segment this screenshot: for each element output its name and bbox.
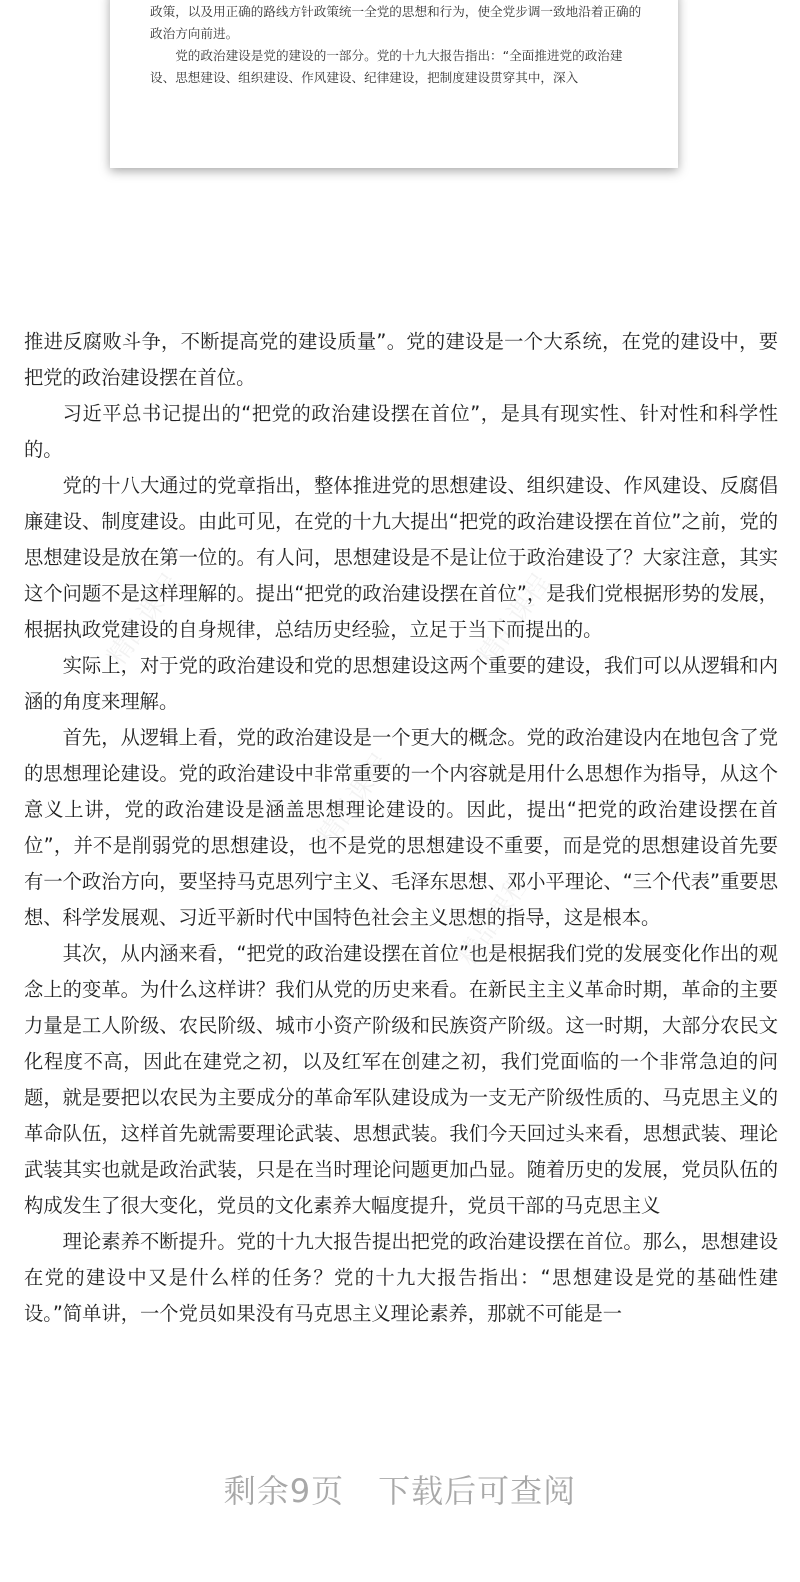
body-paragraph: 首先，从逻辑上看，党的政治建设是一个更大的概念。党的政治建设内在地包含了党的思想理论建设。党的政治建设中非常重要的一个内容就是用什么思想作为指导，从这个意义上讲，党的政治建设是涵盖思想理论建设的。因此，提出“把党的政治建设摆在首位”，并不是削弱党的思想建设，也不是党的思想建设不重要，而是党的思想建设首先要有一个政治方向，要坚持马克思列宁主义、毛泽东思想、邓小平理论、“三个代表”重要思想、科学发展观、习近平新时代中国特色社会主义思想的指导，这是根本。 xyxy=(24,726,778,929)
watermark: 精品课程 xyxy=(451,868,537,972)
preview-page-card xyxy=(110,0,678,168)
download-to-view-link[interactable]: 下载后可查阅 xyxy=(378,1472,577,1510)
card-paragraph: 党的政治建设是党的建设的一部分。党的十九大报告指出：“全面推进党的政治建设、思想建设、组织建设、作风建设、纪律建设，把制度建设贯穿其中，深入 xyxy=(150,48,623,85)
card-paragraph: 政策，以及用正确的路线方针政策统一全党的思想和行为，使全党步调一致地沿着正确的政治方向前进。 xyxy=(150,4,642,41)
body-paragraph: 习近平总书记提出的“把党的政治建设摆在首位”，是具有现实性、针对性和科学性的。 xyxy=(24,402,778,461)
body-paragraph: 推进反腐败斗争，不断提高党的建设质量”。党的建设是一个大系统，在党的建设中，要把党的政治建设摆在首位。 xyxy=(24,330,778,389)
watermark: 精品课程 xyxy=(101,568,187,672)
body-paragraph: 实际上，对于党的政治建设和党的思想建设这两个重要的建设，我们可以从逻辑和内涵的角度来理解。 xyxy=(24,654,778,713)
document-body xyxy=(24,324,778,1332)
body-paragraph: 其次，从内涵来看，“把党的政治建设摆在首位”也是根据我们党的发展变化作出的观念上的变革。为什么这样讲？我们从党的历史来看。在新民主主义革命时期，革命的主要力量是工人阶级、农民阶级、城市小资产阶级和民族资产阶级。这一时期，大部分农民文化程度不高，因此在建党之初，以及红军在创建之初，我们党面临的一个非常急迫的问题，就是要把以农民为主要成分的革命军队建设成为一支无产阶级性质的、马克思主义的革命队伍，这样首先就需要理论武装、思想武装。我们今天回过头来看，思想武装、理论武装其实也就是政治武装，只是在当时理论问题更加凸显。随着历史的发展，党员队伍的构成发生了很大变化，党员的文化素养大幅度提升，党员干部的马克思主义 xyxy=(24,942,778,1217)
body-paragraph: 党的十八大通过的党章指出，整体推进党的思想建设、组织建设、作风建设、反腐倡廉建设、制度建设。由此可见，在党的十九大提出“把党的政治建设摆在首位”之前，党的思想建设是放在第一位的。有人问，思想建设是不是让位于政治建设了？大家注意，其实这个问题不是这样理解的。提出“把党的政治建设摆在首位”，是我们党根据形势的发展，根据执政党建设的自身规律，总结历史经验，立足于当下而提出的。 xyxy=(24,474,778,641)
download-prompt[interactable] xyxy=(0,1466,800,1512)
body-paragraph: 理论素养不断提升。党的十九大报告提出把党的政治建设摆在首位。那么，思想建设在党的建设中又是什么样的任务？党的十九大报告指出：“思想建设是党的基础性建设。”简单讲，一个党员如果没有马克思主义理论素养，那就不可能是一 xyxy=(24,1230,778,1325)
preview-page-text xyxy=(150,1,642,89)
watermark: 精品课程 xyxy=(471,568,557,672)
watermark: 精品课程 xyxy=(311,748,397,852)
remaining-pages-label: 剩余9页 xyxy=(223,1472,345,1510)
